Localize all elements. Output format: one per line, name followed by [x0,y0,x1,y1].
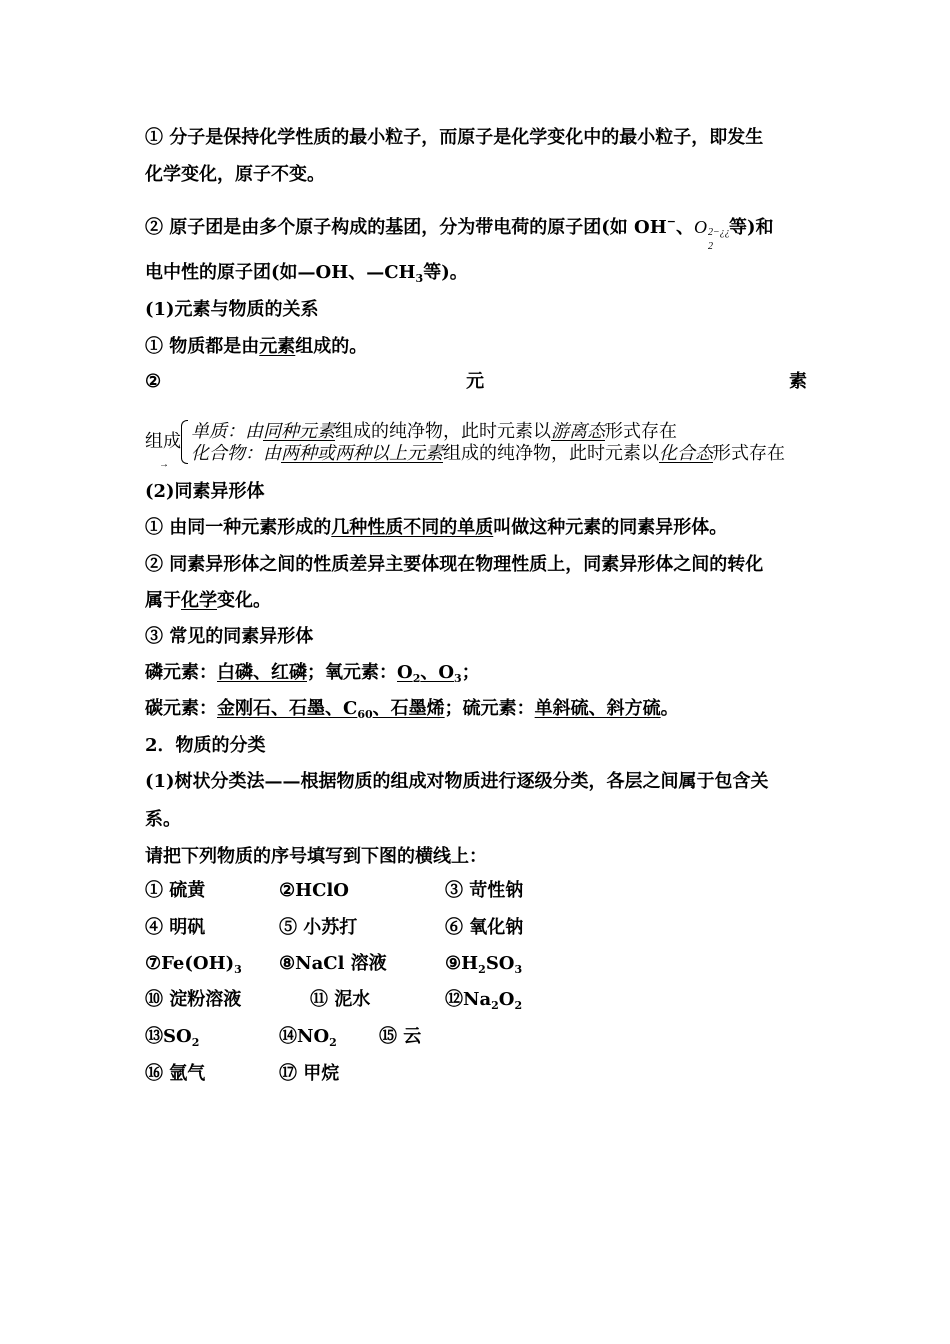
list-item: ⑥ 氧化钠 [445,917,524,938]
answer-blank: 游离态 [551,421,605,441]
list-item: ⑧NaCl 溶液 [279,953,387,974]
list-item: ⑪ 泥水 [310,989,371,1010]
list-item: ③ 苛性钠 [445,880,524,901]
list-item: ⑮ 云 [379,1026,422,1047]
answer-blank: 几种性质不同的单质 [331,517,494,538]
brace-row-compound: 化合物：由两种或两种以上元素组成的纯净物，此时元素以化合态形式存在 [191,443,785,463]
answer-blank: 化学 [181,590,217,611]
answer-blank: 元素 [259,336,296,357]
para2-line1: ② 原子团是由多个原子构成的基团，分为带电荷的原子团(如 OH−、O 2 2−¿¿ 等)和 [145,215,774,252]
list-item: ⑩ 淀粉溶液 [145,989,242,1010]
answer-blank: 同种元素 [263,421,335,441]
para1-line1: ① 分子是保持化学性质的最小粒子，而原子是化学变化中的最小粒子，即发生 [145,127,764,148]
answer-blank: 两种或两种以上元素 [281,443,443,463]
answer-blank: $O_2$、$O_3$ [397,662,462,685]
brace-label: 组成 [145,431,181,451]
answer-blank: 化合态 [659,443,713,463]
sec3-p1-line2: 系。 [145,809,181,830]
sec3-title: 2．物质的分类 [145,735,266,756]
brace-row-element: 单质：由同种元素组成的纯净物，此时元素以游离态形式存在 [191,421,677,441]
sec2-item1: ① 由同一种元素形成的几种性质不同的单质叫做这种元素的同素异形体。 [145,517,728,538]
answer-blank: 金刚石、石墨、$C_{60}$、石墨烯 [217,698,445,721]
list-item: ②HClO [279,880,349,901]
answer-blank: 单斜硫、斜方硫 [534,698,661,719]
list-item: ④ 明矾 [145,917,206,938]
list-item: $⑨H_2SO_3$ [445,953,523,976]
sec3-p2: 请把下列物质的序号填写到下图的横线上： [145,846,487,867]
list-item: $⑭NO_2$ [279,1026,337,1049]
sec1-title: (1)元素与物质的关系 [145,299,319,320]
list-item: $⑦Fe(OH)_3$ [145,953,242,976]
para1-line2: 化学变化，原子不变。 [145,164,325,185]
answer-blank: 白磷、红磷 [217,662,307,683]
list-item: ⑰ 甲烷 [279,1063,340,1084]
carbon-line: 碳元素：金刚石、石墨、$C_{60}$、石墨烯；硫元素：单斜硫、斜方硫。 [145,698,679,721]
sec1-item2: ② 元 素 [145,371,807,392]
sec2-title: (2)同素异形体 [145,481,265,502]
list-item: $⑬SO_2$ [145,1026,200,1049]
brace-icon [181,420,188,464]
sec2-item3: ③ 常见的同素异形体 [145,626,314,647]
sec1-item1: ① 物质都是由元素组成的。 [145,336,368,357]
sec2-item2-line2: 属于化学变化。 [145,590,271,611]
list-item: ⑤ 小苏打 [279,917,358,938]
sec2-item2-line1: ② 同素异形体之间的性质差异主要体现在物理性质上，同素异形体之间的转化 [145,554,764,575]
para2-line2: 电中性的原子团(如—OH、$—CH_3$等)。 [145,262,468,285]
o2-formula: O 2 2−¿¿ [693,217,730,252]
arrow-icon: → [159,459,169,470]
sec3-p1-line1: (1)树状分类法——根据物质的组成对物质进行逐级分类，各层之间属于包含关 [145,771,769,792]
list-item: ① 硫黄 [145,880,206,901]
list-item: $⑫Na_2O_2$ [445,989,523,1012]
list-item: ⑯ 氩气 [145,1063,206,1084]
phosphorus-line: 磷元素：白磷、红磷；氧元素：$O_2$、$O_3$； [145,662,480,685]
